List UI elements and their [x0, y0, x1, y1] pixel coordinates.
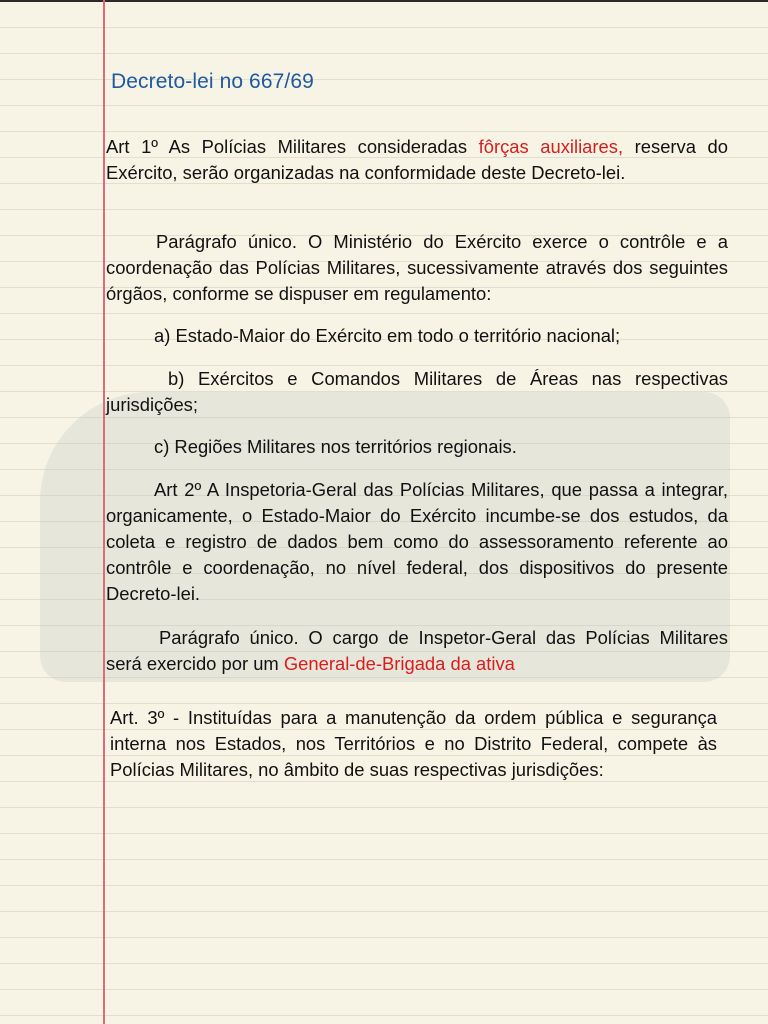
article-1-highlight: fôrças auxiliares,: [478, 136, 624, 157]
article-2-sole-paragraph: [106, 625, 728, 677]
document-title: Decreto-lei no 667/69: [111, 70, 314, 93]
article-2: Art 2º A Inspetoria-Geral das Polícias Militares, que passa a integrar, organicamente, o Estado-Maior do Exército incumbe-se dos estudos, da coleta e registro de dados bem como do assessoramento referente ao contrôle e coordenação, no nível federal, dos dispositivos do presente Decreto-lei.: [106, 479, 728, 604]
article-1-item-c: c) Regiões Militares nos territórios regionais.: [154, 436, 517, 457]
article-1-text-continued: reserva do Exército, serão organizadas na conformidade deste Decreto-lei.: [106, 136, 728, 183]
article-1-item-b: b) Exércitos e Comandos Militares de Áreas nas respectivas jurisdições;: [106, 368, 728, 415]
article-2-sole-paragraph-highlight: General-de-Brigada da ativa: [283, 653, 515, 674]
article-3: Art. 3º - Instituídas para a manutenção da ordem pública e segurança interna nos Estados, nos Territórios e no Distrito Federal, compete às Polícias Militares, no âmbito de suas respectivas jurisdições:: [110, 707, 717, 780]
article-1: [106, 134, 728, 186]
article-2-sole-paragraph-text: Parágrafo único. O cargo de Inspetor-Geral das Polícias Militares será exercido por um: [106, 627, 728, 674]
margin-line: [103, 0, 105, 1024]
article-1-text: Art 1º As Polícias Militares consideradas: [106, 136, 479, 157]
article-1-item-a: a) Estado-Maior do Exército em todo o território nacional;: [154, 325, 621, 346]
article-1-sole-paragraph: Parágrafo único. O Ministério do Exército exerce o contrôle e a coordenação das Polícias Militares, sucessivamente através dos seguintes órgãos, conforme se dispuser em regulamento:: [106, 231, 728, 304]
top-rule: [0, 0, 768, 2]
